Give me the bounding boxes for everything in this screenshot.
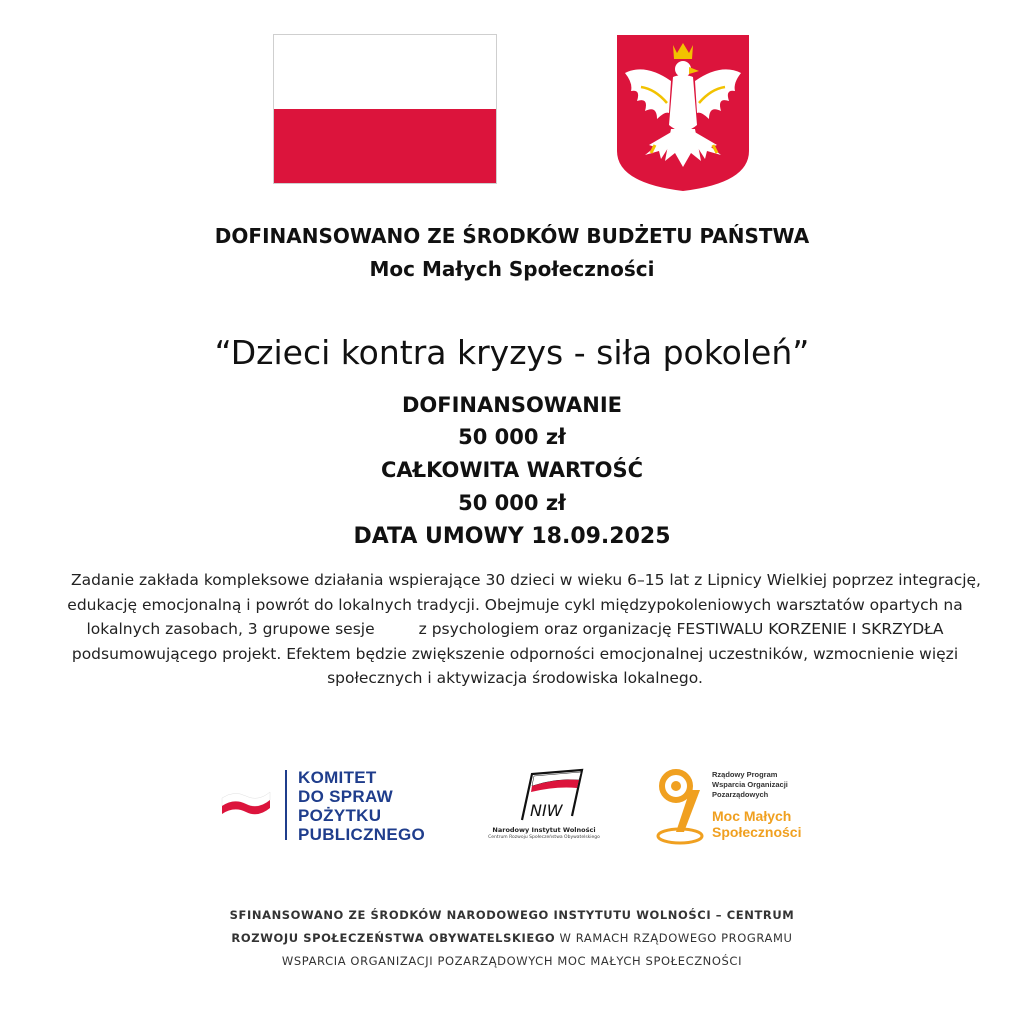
niw-caption: Narodowy Instytut Wolności <box>492 826 596 834</box>
niw-logo-icon <box>508 768 586 824</box>
kdspp-text-line: POŻYTKU <box>298 806 382 825</box>
kdspp-divider <box>285 770 287 840</box>
mms-small-line: Pozarządowych <box>712 790 769 799</box>
footer-line-1: SFINANSOWANO ZE ŚRODKÓW NARODOWEGO INSTYTUTU WOLNOŚCI – CENTRUM <box>229 908 795 922</box>
flag-red-stripe <box>274 109 496 183</box>
project-description <box>30 568 1000 691</box>
funding-heading: DOFINANSOWANO ZE ŚRODKÓW BUDŻETU PAŃSTWA <box>214 224 810 248</box>
mms-small-line: Rządowy Program <box>712 770 778 779</box>
description-line: edukację emocjonalną i powrót do lokalnych tradycji. Obejmuje cykl międzypokoleniowych warsztatów opartych na <box>67 595 963 614</box>
contract-date: DATA UMOWY 18.09.2025 <box>353 524 671 549</box>
mms-brand-text <box>712 808 801 840</box>
project-title: “Dzieci kontra kryzys - siła pokoleń” <box>214 333 810 372</box>
kdspp-logo-text <box>298 768 425 844</box>
footer-line-2: ROZWOJU SPOŁECZEŃSTWA OBYWATELSKIEGO W RAMACH RZĄDOWEGO PROGRAMU <box>231 931 793 945</box>
mms-program-text <box>712 770 788 800</box>
flag-white-stripe <box>274 35 496 109</box>
total-value: 50 000 zł <box>458 491 566 515</box>
description-line: Zadanie zakłada kompleksowe działania wspierające 30 dzieci w wieku 6–15 lat z Lipnicy Wielkiej poprzez integrację, <box>71 571 981 589</box>
niw-subcaption: Centrum Rozwoju Społeczeństwa Obywatelskiego <box>488 835 600 840</box>
description-line: społecznych i aktywizacja środowiska lokalnego. <box>327 669 703 687</box>
description-line: lokalnych zasobach, 3 grupowe sesje z psychologiem oraz organizację FESTIWALU KORZENIE I SKRZYDŁA <box>86 620 944 638</box>
niw-mark: NIW <box>530 801 563 820</box>
mms-big-line: Moc Małych <box>712 808 792 824</box>
funding-label: DOFINANSOWANIE <box>401 393 623 417</box>
program-name: Moc Małych Społeczności <box>369 257 655 281</box>
funding-value: 50 000 zł <box>458 425 566 449</box>
total-value-label: CAŁKOWITA WARTOŚĆ <box>381 458 643 482</box>
kdspp-text-line: PUBLICZNEGO <box>298 825 426 844</box>
polish-eagle-emblem-icon <box>615 33 751 193</box>
moc-malych-spolecznosci-logo-icon <box>654 766 710 846</box>
kdspp-text-line: KOMITET <box>298 768 377 787</box>
polish-flag <box>273 34 497 184</box>
mms-small-line: Wsparcia Organizacji <box>712 780 788 789</box>
description-line: podsumowującego projekt. Efektem będzie zwiększenie odporności emocjonalnej uczestników, wzmocnienie więzi <box>71 644 959 663</box>
mms-big-line: Społeczności <box>712 824 802 840</box>
kdspp-text-line: DO SPRAW <box>298 787 393 806</box>
polish-flag-wave-icon <box>220 788 272 816</box>
footer-line-3: WSPARCIA ORGANIZACJI POZARZĄDOWYCH MOC MAŁYCH SPOŁECZNOŚCI <box>281 954 743 968</box>
